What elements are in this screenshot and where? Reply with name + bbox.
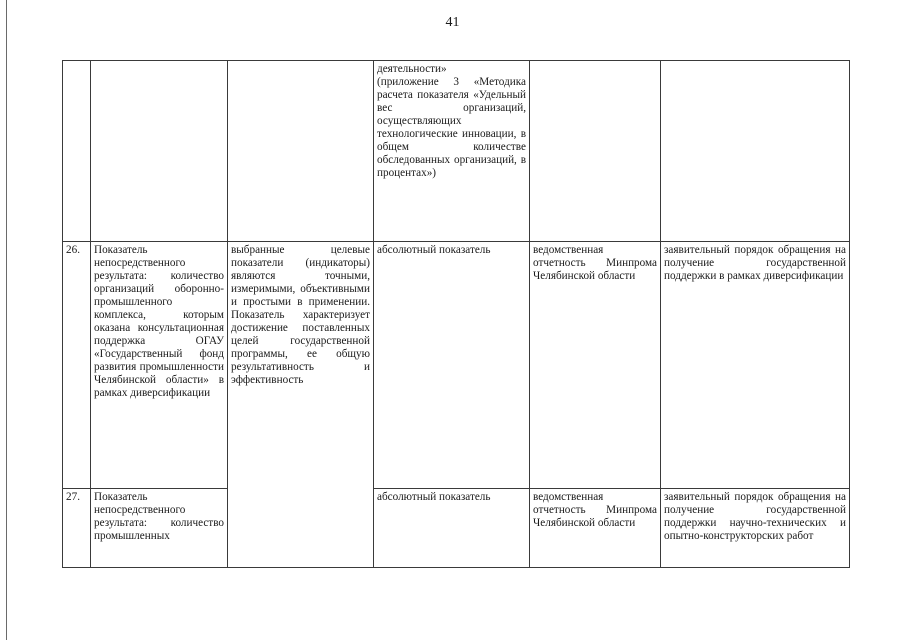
justification-cell bbox=[228, 61, 374, 242]
page-number: 41 bbox=[445, 15, 460, 30]
collection-cell: заявительный порядок обращения на получение государственной поддержки научно-технических и опытно-конструкторских работ bbox=[661, 489, 850, 568]
calculation-cell: абсолютный показатель bbox=[374, 242, 530, 489]
indicator-cell: Показатель непосредственного результата: количество организаций оборонно-промышленного комплекса, которым оказана консультационная поддержка ОГАУ «Государственный фонд развития промышленности Челябинской области» в рамках диверсификации bbox=[91, 242, 228, 489]
row-number-cell bbox=[63, 61, 91, 242]
row-number-cell: 26. bbox=[63, 242, 91, 489]
row-number-cell: 27. bbox=[63, 489, 91, 568]
source-cell: ведомственная отчетность Минпрома Челябинской области bbox=[530, 489, 661, 568]
table-row bbox=[63, 61, 850, 242]
indicator-cell bbox=[91, 61, 228, 242]
collection-cell bbox=[661, 61, 850, 242]
indicators-table bbox=[62, 60, 850, 568]
calculation-cell: абсолютный показатель bbox=[374, 489, 530, 568]
calculation-cell bbox=[374, 61, 530, 242]
collection-cell: заявительный порядок обращения на получение государственной поддержки в рамках диверсификации bbox=[661, 242, 850, 489]
justification-cell: выбранные целевые показатели (индикаторы) являются точными, измеримыми, объективными и простыми в применении. Показатель характеризует достижение поставленных целей государственной программы, ее общую результативность и эффективность bbox=[228, 242, 374, 568]
calculation-text: деятельности» (приложение 3 «Методика расчета показателя «Удельный вес организаций, осуществляющих технологические инновации, в общем количестве обследованных организаций, в процентах») bbox=[377, 63, 526, 179]
page-left-rule bbox=[6, 0, 7, 640]
source-cell bbox=[530, 61, 661, 242]
table-row bbox=[63, 242, 850, 489]
source-cell: ведомственная отчетность Минпрома Челябинской области bbox=[530, 242, 661, 489]
table-row bbox=[63, 489, 850, 568]
indicator-cell: Показатель непосредственного результата: количество промышленных bbox=[91, 489, 228, 568]
